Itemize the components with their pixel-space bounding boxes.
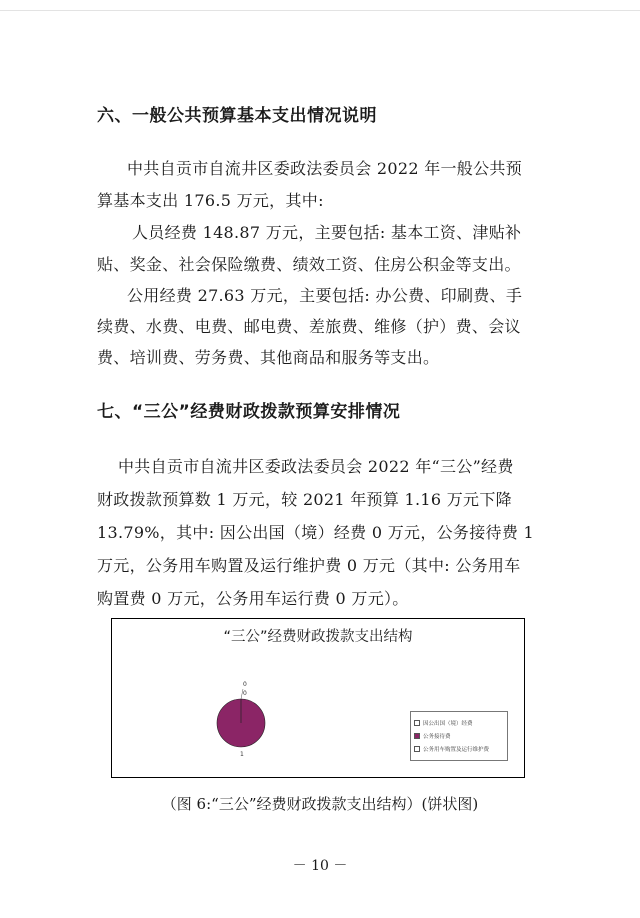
section-6-line-5: 公用经费 27.63 万元，主要包括: 办公费、印刷费、手 (127, 286, 523, 305)
legend-swatch (414, 746, 420, 752)
section-6-line-4: 贴、奖金、社会保险缴费、绩效工资、住房公积金等支出。 (97, 255, 521, 274)
legend-label: 公务用车购置及运行维护费 (423, 746, 490, 753)
section-6-heading: 六、一般公共预算基本支出情况说明 (97, 106, 377, 126)
pie-data-label: 0 (243, 690, 247, 697)
section-7-line-5: 购置费 0 万元，公务用车运行费 0 万元）。 (97, 589, 409, 608)
chart-title: “三公”经费财政拨款支出结构 (223, 629, 413, 645)
legend-item (414, 716, 504, 729)
section-7-line-1: 中共自贡市自流井区委政法委员会 2022 年“三公”经费 (118, 457, 514, 476)
pie-data-label: 1 (240, 751, 244, 758)
section-7-line-3: 13.79%，其中: 因公出国（境）经费 0 万元，公务接待费 1 (97, 523, 535, 542)
legend-label: 公务接待费 (423, 733, 451, 740)
top-rule (0, 10, 640, 11)
legend-label: 因公出国（境）经费 (423, 720, 473, 727)
section-6-line-1: 中共自贡市自流井区委政法委员会 2022 年一般公共预 (127, 159, 522, 178)
figure-caption: （图 6:“三公”经费财政拨款支出结构）(饼状图) (161, 795, 479, 813)
legend-swatch (414, 733, 420, 739)
section-6-line-7: 费、培训费、劳务费、其他商品和服务等支出。 (97, 348, 440, 367)
pie-data-label: 0 (243, 681, 247, 688)
legend-item (414, 742, 504, 755)
page-number: － 10 － (292, 858, 348, 874)
section-7-heading: 七、“三公”经费财政拨款预算安排情况 (97, 402, 401, 422)
section-7-line-2: 财政拨款预算数 1 万元，较 2021 年预算 1.16 万元下降 (97, 490, 512, 509)
legend-item (414, 729, 504, 742)
section-6-line-3: 人员经费 148.87 万元，主要包括: 基本工资、津贴补 (132, 223, 522, 242)
section-7-line-4: 万元，公务用车购置及运行维护费 0 万元（其中: 公务用车 (97, 556, 521, 575)
section-6-line-2: 算基本支出 176.5 万元，其中: (97, 191, 324, 210)
pie-chart-frame (111, 618, 525, 778)
legend-swatch (414, 720, 420, 726)
chart-legend (410, 711, 508, 761)
section-6-line-6: 续费、水费、电费、邮电费、差旅费、维修（护）费、会议 (97, 317, 521, 336)
